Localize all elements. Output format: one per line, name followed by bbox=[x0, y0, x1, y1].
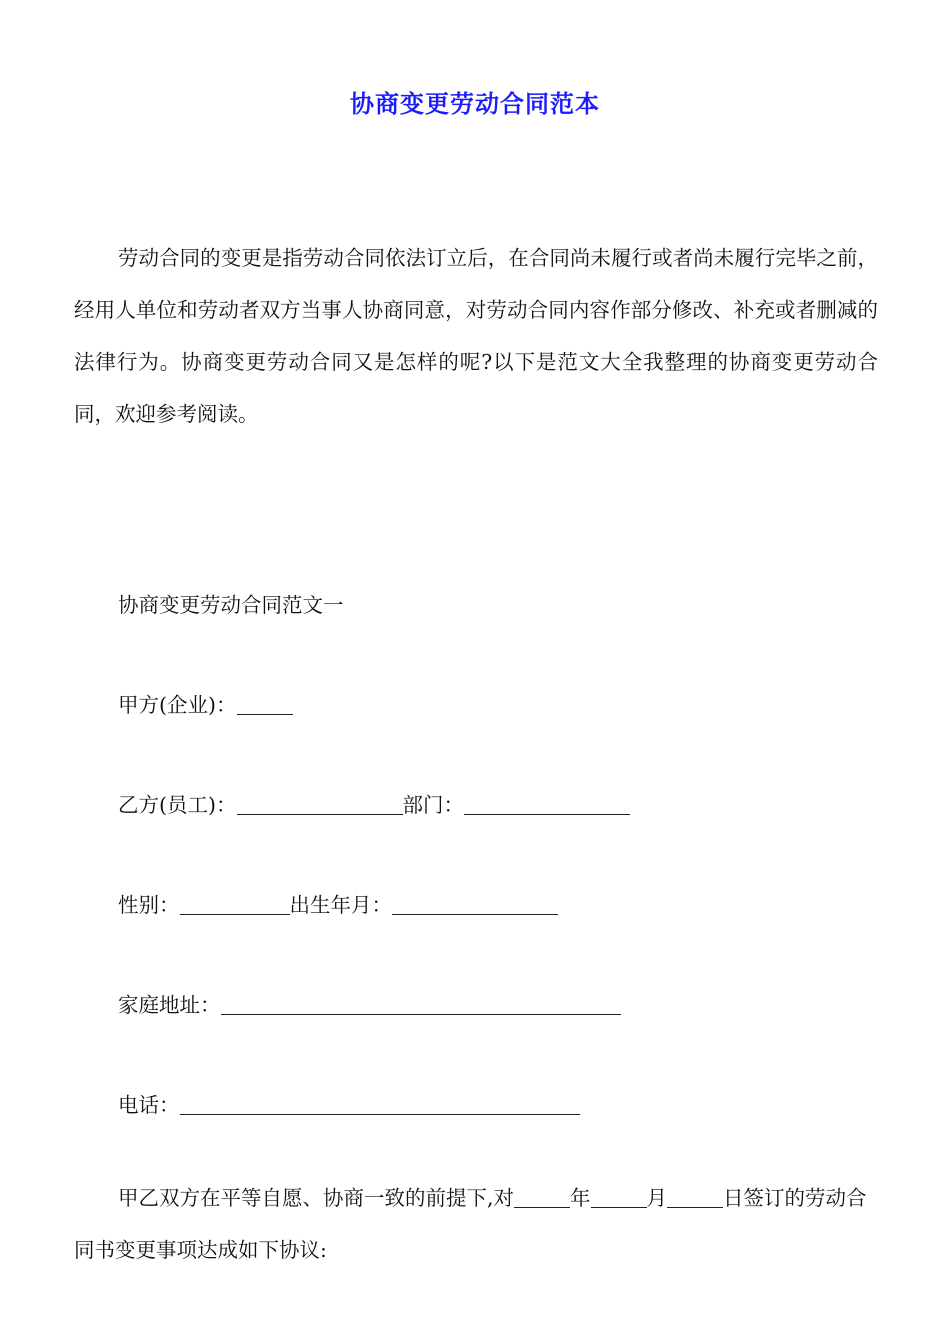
address-blank bbox=[221, 996, 621, 1015]
month-label: 月 bbox=[646, 1186, 668, 1210]
document-title: 协商变更劳动合同范本 bbox=[350, 90, 600, 118]
phone-label: 电话： bbox=[118, 1093, 180, 1117]
birth-blank bbox=[392, 896, 558, 915]
month-blank bbox=[591, 1189, 647, 1208]
gender-line bbox=[118, 888, 558, 918]
address-line bbox=[118, 988, 621, 1018]
party-b-line bbox=[118, 788, 630, 818]
birth-label: 出生年月： bbox=[289, 893, 392, 917]
department-blank bbox=[464, 796, 630, 815]
year-blank bbox=[514, 1189, 570, 1208]
party-a-line bbox=[118, 688, 293, 718]
party-a-blank bbox=[237, 696, 293, 715]
department-label: 部门： bbox=[402, 793, 464, 817]
intro-paragraph: 劳动合同的变更是指劳动合同依法订立后，在合同尚未履行或者尚未履行完毕之前，经用人单位和劳动者双方当事人协商同意，对劳动合同内容作部分修改、补充或者删减的法律行为。协商变更劳动合同又是怎样的呢?以下是范文大全我整理的协商变更劳动合同，欢迎参考阅读。 bbox=[74, 246, 878, 426]
party-a-label: 甲方(企业)： bbox=[118, 693, 237, 717]
gender-label: 性别： bbox=[118, 893, 180, 917]
section-heading: 协商变更劳动合同范文一 bbox=[118, 593, 344, 617]
party-b-label: 乙方(员工)： bbox=[118, 793, 237, 817]
gender-blank bbox=[180, 896, 290, 915]
closing-part1: 甲乙双方在平等自愿、协商一致的前提下,对 bbox=[118, 1186, 515, 1210]
phone-blank bbox=[180, 1096, 580, 1115]
closing-part2: 日签订的劳动合同书变更事项达成如下协议: bbox=[74, 1186, 867, 1262]
phone-line bbox=[118, 1088, 580, 1118]
year-label: 年 bbox=[570, 1186, 591, 1210]
day-blank bbox=[667, 1189, 723, 1208]
party-b-blank bbox=[237, 796, 403, 815]
closing-paragraph bbox=[74, 1172, 878, 1276]
address-label: 家庭地址： bbox=[118, 993, 221, 1017]
